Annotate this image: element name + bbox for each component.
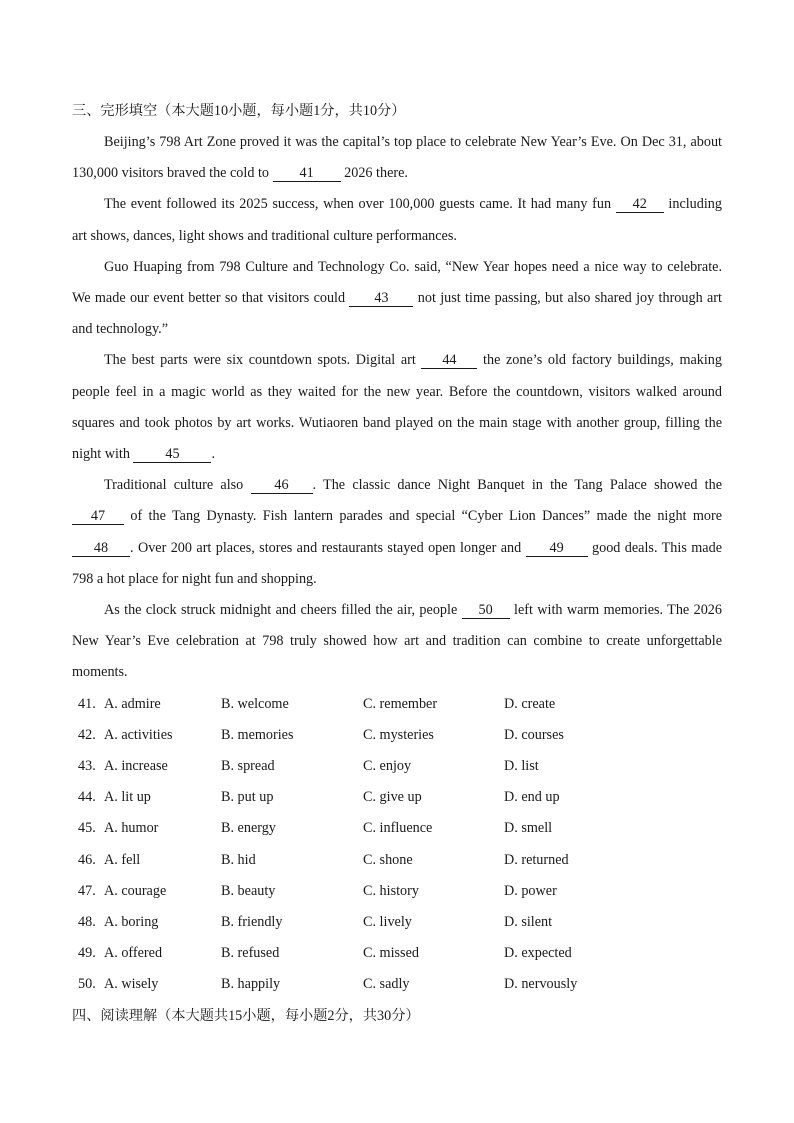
option-b: B. beauty <box>221 882 276 899</box>
options-row-48 <box>72 907 722 938</box>
option-c: C. lively <box>363 914 412 931</box>
question-number: 49. <box>78 945 96 962</box>
blank-43: 43 <box>349 290 413 307</box>
option-c: C. history <box>363 882 419 899</box>
passage-paragraph-4 <box>72 345 722 470</box>
paragraph-text: . The classic dance Night Banquet in the Tang Palace showed the <box>312 477 723 494</box>
option-a: A. offered <box>104 945 163 962</box>
option-b: B. refused <box>221 945 280 962</box>
option-d: D. smell <box>504 820 553 837</box>
paragraph-text: The best parts were six countdown spots. Digital art <box>104 352 422 369</box>
options-row-47 <box>72 876 722 907</box>
passage-paragraph-1 <box>72 127 722 189</box>
option-b: B. memories <box>221 726 294 743</box>
section-heading-cloze: 三、完形填空（本大题10小题，每小题1分，共10分） <box>72 103 406 119</box>
option-c: C. remember <box>363 695 438 712</box>
options-row-41 <box>72 689 722 720</box>
option-d: D. list <box>504 758 539 775</box>
option-c: C. give up <box>363 789 422 806</box>
option-a: A. courage <box>104 882 167 899</box>
paragraph-text: 2026 there. <box>340 165 408 182</box>
option-a: A. admire <box>104 695 161 712</box>
paragraph-text: Guo Huaping from 798 Culture and Technology Co. said, “New Year hopes need a nice way to celebrate. We made our event better so that visitors could <box>72 258 722 307</box>
question-number: 43. <box>78 758 96 775</box>
option-b: B. hid <box>221 851 256 868</box>
question-number: 41. <box>78 695 96 712</box>
options-row-43 <box>72 751 722 782</box>
options-row-50 <box>72 969 722 1000</box>
blank-41: 41 <box>273 165 341 182</box>
passage-paragraph-5 <box>72 470 722 595</box>
option-c: C. sadly <box>363 976 410 993</box>
options-row-44 <box>72 782 722 813</box>
section-heading-reading: 四、阅读理解（本大题共15小题，每小题2分，共30分） <box>72 1007 420 1024</box>
question-number: 44. <box>78 789 96 806</box>
question-number: 45. <box>78 820 96 837</box>
options-row-45 <box>72 813 722 844</box>
question-number: 50. <box>78 976 96 993</box>
options-row-46 <box>72 845 722 876</box>
paragraph-text: including art shows, dances, light shows and traditional culture performances. <box>72 196 722 244</box>
option-c: C. shone <box>363 851 413 868</box>
question-number: 42. <box>78 726 96 743</box>
option-b: B. spread <box>221 758 275 775</box>
option-d: D. silent <box>504 914 553 931</box>
option-a: A. lit up <box>104 789 151 806</box>
blank-44: 44 <box>421 352 477 369</box>
blank-49: 49 <box>526 540 588 557</box>
blank-48: 48 <box>72 540 130 557</box>
option-d: D. nervously <box>504 976 578 993</box>
option-a: A. wisely <box>104 976 159 993</box>
blank-47: 47 <box>72 508 124 525</box>
question-number: 47. <box>78 882 96 899</box>
paragraph-text: . Over 200 art places, stores and restaurants stayed open longer and <box>130 539 526 556</box>
option-c: C. missed <box>363 945 419 962</box>
passage-paragraph-2 <box>72 189 722 251</box>
option-c: C. influence <box>363 820 433 837</box>
blank-45: 45 <box>133 446 211 463</box>
passage-paragraph-6 <box>72 595 722 689</box>
option-a: A. humor <box>104 820 159 837</box>
paragraph-text: the zone’s old factory buildings, making people feel in a magic world as they waited for the new year. Before the countdown, visitors walked around squares and took photos by art works. Wutiaoren band played on the main stage with another group, filling the night with <box>72 352 722 463</box>
option-a: A. activities <box>104 726 173 743</box>
question-number: 46. <box>78 851 96 868</box>
option-d: D. power <box>504 882 557 899</box>
paragraph-text: As the clock struck midnight and cheers filled the air, people <box>104 602 462 619</box>
option-d: D. create <box>504 695 556 712</box>
option-b: B. welcome <box>221 695 289 712</box>
blank-50: 50 <box>462 602 510 619</box>
blank-46: 46 <box>251 477 313 494</box>
option-b: B. happily <box>221 976 281 993</box>
option-b: B. friendly <box>221 914 283 931</box>
paragraph-text: of the Tang Dynasty. Fish lantern parades and special “Cyber Lion Dances” made the night more <box>124 508 722 525</box>
paragraph-text: left with warm memories. The 2026 New Year’s Eve celebration at 798 truly showed how art and tradition can combine to create unforgettable moments. <box>72 602 722 681</box>
blank-42: 42 <box>616 196 664 213</box>
paragraph-text: not just time passing, but also shared joy through art and technology.” <box>72 290 722 338</box>
option-c: C. mysteries <box>363 726 434 743</box>
option-d: D. end up <box>504 789 560 806</box>
paragraph-text: The event followed its 2025 success, when over 100,000 guests came. It had many fun <box>104 196 616 213</box>
option-b: B. energy <box>221 820 276 837</box>
option-c: C. enjoy <box>363 758 412 775</box>
option-a: A. increase <box>104 758 168 775</box>
option-d: D. courses <box>504 726 564 743</box>
option-b: B. put up <box>221 789 274 806</box>
options-row-49 <box>72 938 722 969</box>
exam-page <box>72 96 722 1032</box>
paragraph-text: good deals. This made 798 a hot place for night fun and shopping. <box>72 539 722 587</box>
answer-options <box>72 689 722 1001</box>
options-row-42 <box>72 720 722 751</box>
option-d: D. returned <box>504 851 569 868</box>
question-number: 48. <box>78 914 96 931</box>
paragraph-text: Traditional culture also <box>104 477 251 494</box>
option-a: A. fell <box>104 851 141 868</box>
option-d: D. expected <box>504 945 572 962</box>
passage-paragraph-3 <box>72 252 722 346</box>
option-a: A. boring <box>104 914 159 931</box>
paragraph-text: Beijing’s 798 Art Zone proved it was the capital’s top place to celebrate New Year’s Eve. On Dec 31, about 130,000 visitors braved the cold to <box>72 134 722 182</box>
paragraph-text: . <box>211 446 216 463</box>
